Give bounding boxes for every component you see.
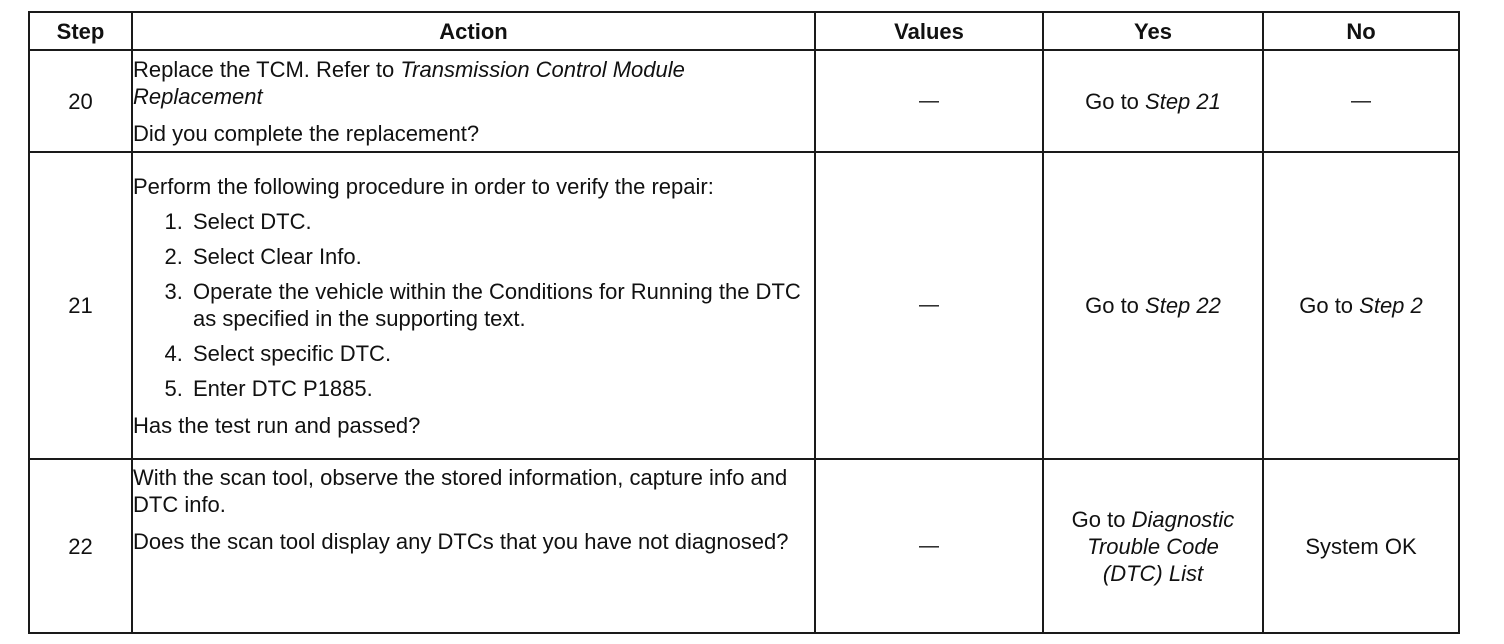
- procedure-step: 3. Operate the vehicle within the Conditions for Running the DTC as specified in the supporting text.: [189, 278, 814, 332]
- action-cell: [132, 459, 815, 633]
- action-instruction: With the scan tool, observe the stored information, capture info and DTC info.: [133, 465, 788, 517]
- header-no: No: [1263, 12, 1459, 50]
- values-cell: —: [815, 152, 1043, 459]
- yes-cell: [1043, 459, 1263, 633]
- yes-prefix: Go to: [1085, 293, 1146, 318]
- table-row: [29, 152, 1459, 459]
- header-row: [29, 12, 1459, 50]
- action-question: Did you complete the replacement?: [133, 120, 480, 146]
- values-cell: —: [815, 459, 1043, 633]
- step-number: 20: [29, 50, 132, 152]
- procedure-step: 5. Enter DTC P1885.: [189, 375, 814, 402]
- no-prefix: Go to: [1299, 293, 1360, 318]
- procedure-step: 2. Select Clear Info.: [189, 243, 814, 270]
- action-cell: [132, 152, 815, 459]
- yes-prefix: Go to: [1071, 506, 1132, 532]
- diagnostic-table: [28, 11, 1460, 634]
- no-cell: [1263, 152, 1459, 459]
- no-step-link[interactable]: Step 2: [1359, 293, 1423, 318]
- action-cell: [132, 50, 815, 152]
- procedure-steps: [133, 208, 814, 402]
- header-yes: Yes: [1043, 12, 1263, 50]
- table-row: [29, 50, 1459, 152]
- action-question: Does the scan tool display any DTCs that you have not diagnosed?: [133, 529, 789, 554]
- no-cell: System OK: [1263, 459, 1459, 633]
- no-cell: —: [1263, 50, 1459, 152]
- yes-prefix: Go to: [1085, 88, 1146, 114]
- action-text: Replace the TCM. Refer to: [133, 56, 401, 82]
- action-instruction: Perform the following procedure in order to verify the repair:: [133, 173, 714, 199]
- header-action: Action: [132, 12, 815, 50]
- action-instruction: [133, 56, 814, 110]
- procedure-step: 4. Select specific DTC.: [189, 340, 814, 367]
- step-number: 22: [29, 459, 132, 633]
- yes-cell: [1043, 50, 1263, 152]
- table-row: [29, 459, 1459, 633]
- procedure-reference-link[interactable]: Transmission Control Module Replacement: [133, 56, 685, 109]
- action-question: Has the test run and passed?: [133, 412, 421, 438]
- step-number: 21: [29, 152, 132, 459]
- header-values: Values: [815, 12, 1043, 50]
- yes-step-link[interactable]: Step 22: [1145, 293, 1221, 318]
- values-cell: —: [815, 50, 1043, 152]
- procedure-step: 1. Select DTC.: [189, 208, 814, 235]
- yes-cell: [1043, 152, 1263, 459]
- yes-step-link[interactable]: Step 21: [1145, 88, 1221, 114]
- header-step: Step: [29, 12, 132, 50]
- yes-list-link[interactable]: Diagnostic Trouble Code (DTC) List: [1087, 506, 1235, 586]
